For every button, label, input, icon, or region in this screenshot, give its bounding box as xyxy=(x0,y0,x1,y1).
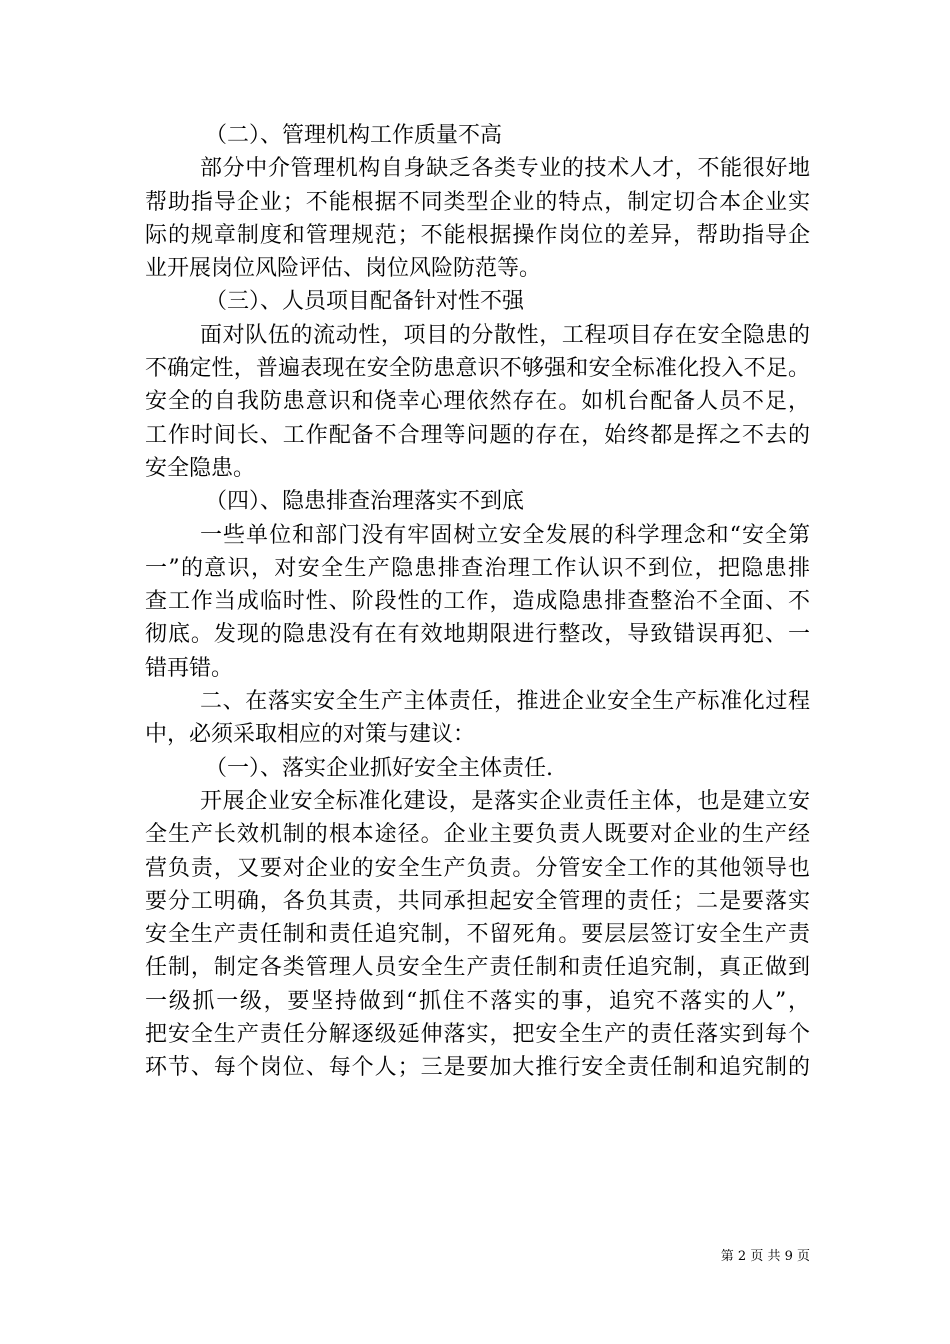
section-heading: （四）、隐患排查治理落实不到底 xyxy=(205,489,525,515)
paragraph-line: 彻底。发现的隐患没有在有效地期限进行整改，导致错误再犯、一 xyxy=(145,622,810,648)
paragraph-line: 营负责，又要对企业的安全生产负责。分管安全工作的其他领导也 xyxy=(145,855,810,881)
paragraph-first-line: 一些单位和部门没有牢固树立安全发展的科学理念和“安全第 xyxy=(200,522,810,548)
paragraph-line: 查工作当成临时性、阶段性的工作，造成隐患排查整治不全面、不 xyxy=(145,589,810,615)
page-footer: 第 2 页 共 9 页 xyxy=(720,1249,810,1264)
paragraph-last-line: 安全隐患。 xyxy=(145,455,256,481)
paragraph-last-line: 业开展岗位风险评估、岗位风险防范等。 xyxy=(145,256,542,282)
paragraph-line: 把安全生产责任分解逐级延伸落实，把安全生产的责任落实到每个 xyxy=(145,1022,810,1048)
paragraph-line: 一”的意识，对安全生产隐患排查治理工作认识不到位，把隐患排 xyxy=(145,555,810,581)
section-heading: （一）、落实企业抓好安全主体责任. xyxy=(205,755,553,781)
paragraph-line: 际的规章制度和管理规范；不能根据操作岗位的差异，帮助指导企 xyxy=(145,222,810,248)
document-body xyxy=(145,119,810,1085)
paragraph-first-line: 二、在落实安全生产主体责任，推进企业安全生产标准化过程 xyxy=(200,689,810,715)
paragraph-last-line: 中，必须采取相应的对策与建议： xyxy=(145,722,476,748)
paragraph-first-line: 面对队伍的流动性，项目的分散性，工程项目存在安全隐患的 xyxy=(200,322,810,348)
paragraph-line: 一级抓一级，要坚持做到“抓住不落实的事，追究不落实的人”， xyxy=(145,988,810,1014)
paragraph-line: 工作时间长、工作配备不合理等问题的存在，始终都是挥之不去的 xyxy=(145,422,810,448)
paragraph-line: 全生产长效机制的根本途径。企业主要负责人既要对企业的生产经 xyxy=(145,822,810,848)
paragraph-line: 不确定性，普遍表现在安全防患意识不够强和安全标准化投入不足。 xyxy=(145,356,810,382)
paragraph-first-line: 部分中介管理机构自身缺乏各类专业的技术人才，不能很好地 xyxy=(200,156,810,182)
paragraph-line: 帮助指导企业；不能根据不同类型企业的特点，制定切合本企业实 xyxy=(145,189,810,215)
paragraph-line: 安全的自我防患意识和侥幸心理依然存在。如机台配备人员不足， xyxy=(145,389,810,415)
paragraph-line: 环节、每个岗位、每个人；三是要加大推行安全责任制和追究制的 xyxy=(145,1055,810,1081)
section-heading: （三）、人员项目配备针对性不强 xyxy=(205,289,525,315)
paragraph-line: 安全生产责任制和责任追究制，不留死角。要层层签订安全生产责 xyxy=(145,922,810,948)
section-heading: （二）、管理机构工作质量不高 xyxy=(205,123,503,148)
paragraph-line: 要分工明确，各负其责，共同承担起安全管理的责任；二是要落实 xyxy=(145,888,810,914)
paragraph-line: 任制，制定各类管理人员安全生产责任制和责任追究制，真正做到 xyxy=(145,955,810,981)
paragraph-last-line: 错再错。 xyxy=(145,655,234,681)
paragraph-first-line: 开展企业安全标准化建设，是落实企业责任主体，也是建立安 xyxy=(200,788,810,814)
